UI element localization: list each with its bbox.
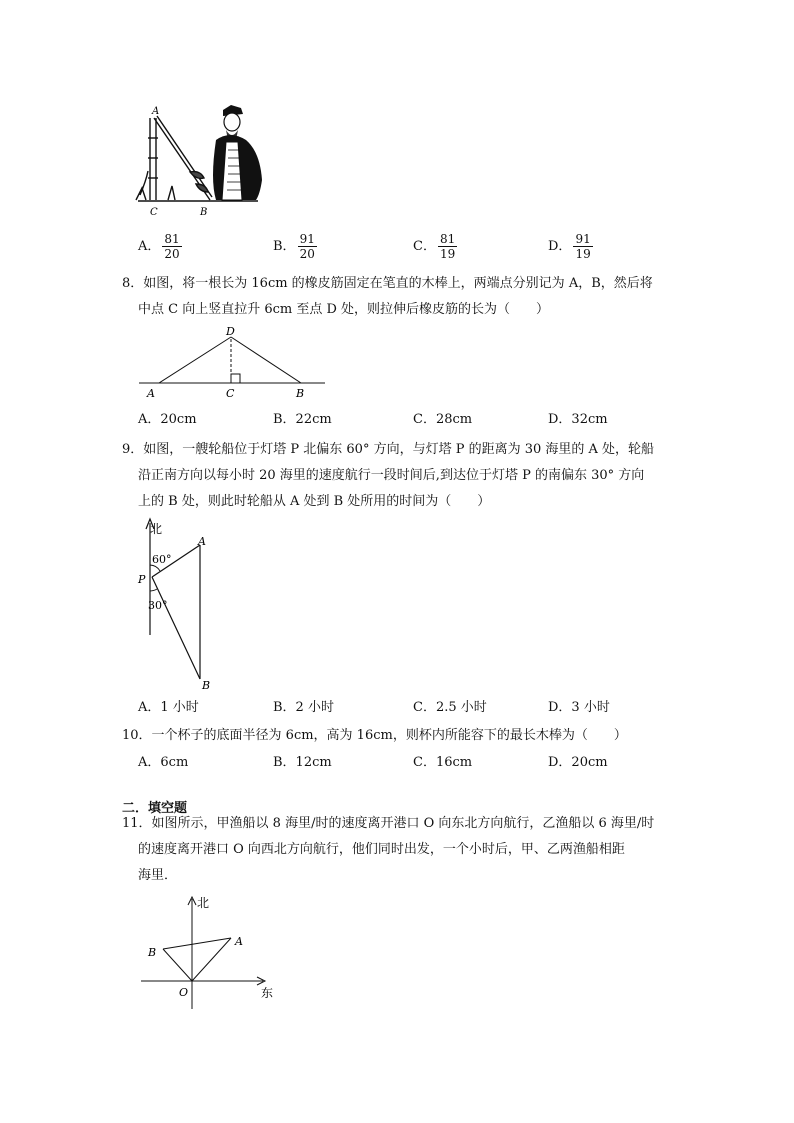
q8-option-a[interactable]: A．20cm — [138, 412, 197, 427]
q8-segment-ad — [159, 337, 231, 383]
q11-text-line2: 的速度离开港口 O 向西北方向航行，他们同时出发，一个小时后，甲、乙两渔船相距 — [138, 842, 625, 857]
q10-option-c[interactable]: C．16cm — [413, 755, 473, 770]
q9-option-a[interactable]: A．1 小时 — [138, 700, 199, 715]
q8-right-angle-mark — [231, 374, 240, 383]
q9-label-a: A — [198, 535, 206, 548]
q9-label-b: B — [202, 679, 211, 692]
q9-label-p: P — [138, 573, 146, 586]
scholar-illustration — [213, 105, 262, 200]
q8-text-line2: 中点 C 向上竖直拉升 6cm 至点 D 处，则拉伸后橡皮筋的长为（ ） — [138, 302, 550, 317]
q7-label-a: A — [152, 106, 160, 117]
q7-figure — [128, 100, 268, 220]
q10-option-d[interactable]: D．20cm — [548, 755, 608, 770]
q8-figure — [135, 325, 330, 403]
q9-text-line3: 上的 B 处，则此时轮船从 A 处到 B 处所用的时间为（ ） — [138, 494, 491, 509]
q8-label-b: B — [296, 387, 305, 400]
q7-option-c[interactable]: C． $\frac{81}{19}$ — [413, 232, 456, 261]
q11-figure — [135, 893, 285, 1013]
q11-text-line3: 海里． — [138, 868, 178, 883]
q11-segment-ab — [163, 938, 231, 949]
q10-text-line1: 10．一个杯子的底面半径为 6cm，高为 16cm，则杯内所能容下的最长木棒为（ ） — [122, 728, 627, 743]
q7-option-d[interactable]: D． $\frac{91}{19}$ — [548, 232, 591, 261]
q7-label-b: B — [200, 207, 208, 218]
q9-north-label: 北 — [150, 522, 163, 536]
q8-label-a: A — [147, 387, 155, 400]
q11-text-line1: 11．如图所示，甲渔船以 8 海里/时的速度离开港口 O 向东北方向航行，乙渔船以 6 海里/时 — [122, 816, 655, 831]
q11-segment-ob — [163, 949, 192, 981]
q9-option-c[interactable]: C．2.5 小时 — [413, 700, 487, 715]
q9-option-b[interactable]: B．2 小时 — [273, 700, 334, 715]
q8-option-c[interactable]: C．28cm — [413, 412, 473, 427]
section-title-fill-in: 二．填空题 — [122, 801, 188, 816]
q9-figure — [132, 515, 222, 695]
q10-option-a[interactable]: A．6cm — [138, 755, 189, 770]
q9-angle-arc-30 — [150, 589, 157, 591]
q7-label-c: C — [150, 207, 158, 218]
q11-segment-oa — [192, 938, 231, 981]
q9-option-d[interactable]: D．3 小时 — [548, 700, 610, 715]
q8-label-c: C — [226, 387, 235, 400]
q8-label-d: D — [226, 325, 235, 338]
q9-angle-60: 60° — [152, 553, 172, 566]
q9-angle-30: 30° — [148, 599, 168, 612]
q8-option-d[interactable]: D．32cm — [548, 412, 608, 427]
q11-label-a: A — [235, 935, 243, 948]
q11-east-label: 东 — [261, 986, 274, 1000]
q8-text-line1: 8．如图，将一根长为 16cm 的橡皮筋固定在笔直的木棒上，两端点分别记为 A，B，然后将 — [122, 276, 653, 291]
q10-option-b[interactable]: B．12cm — [273, 755, 332, 770]
q8-segment-db — [231, 337, 301, 383]
q9-segment-pb — [152, 577, 200, 679]
q7-option-a[interactable]: A． $\frac{81}{20}$ — [138, 232, 180, 261]
q9-text-line1: 9．如图，一艘轮船位于灯塔 P 北偏东 60° 方向，与灯塔 P 的距离为 30 海里的 A 处，轮船 — [122, 442, 655, 457]
q7-option-b[interactable]: B． $\frac{91}{20}$ — [273, 232, 315, 261]
q11-label-b: B — [148, 946, 157, 959]
q8-option-b[interactable]: B．22cm — [273, 412, 332, 427]
q11-north-label: 北 — [197, 896, 210, 910]
q11-label-o: O — [179, 986, 189, 999]
q9-text-line2: 沿正南方向以每小时 20 海里的速度航行一段时间后,到达位于灯塔 P 的南偏东 30° 方向 — [138, 468, 645, 483]
